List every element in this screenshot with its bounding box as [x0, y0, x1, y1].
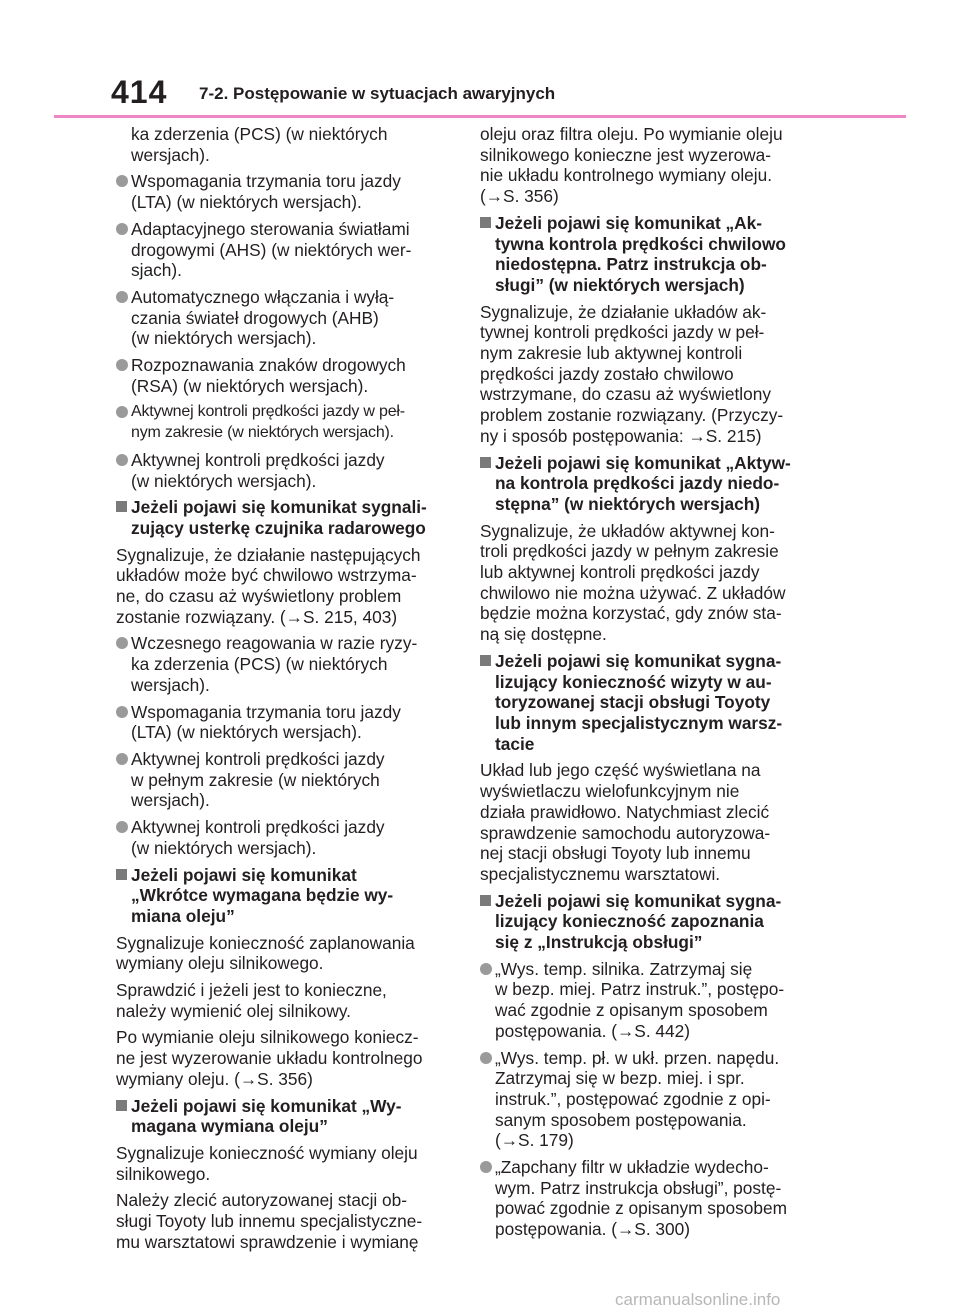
bullet-dot-icon	[116, 175, 128, 187]
paragraph	[116, 545, 456, 628]
text-line: Wczesnego reagowania w razie ryzy-	[131, 633, 418, 654]
text-line: mu warsztatowi sprawdzenie i wymianę	[116, 1231, 419, 1252]
watermark: carmanualsonline.info	[615, 1290, 781, 1309]
text-line: wstrzymane, do czasu aż wyświetlony	[480, 384, 772, 405]
text-line: postępowania. (→S. 300)	[495, 1219, 691, 1240]
text-line: ka zderzenia (PCS) (w niektórych	[131, 124, 388, 144]
text-line: (→S. 356)	[480, 186, 559, 207]
text-line: Sprawdzić i jeżeli jest to konieczne,	[116, 980, 387, 1001]
bullet-dot-icon	[480, 1161, 492, 1173]
section-heading	[480, 891, 820, 953]
bullet-dot-icon	[116, 637, 128, 649]
text-line: sanym sposobem postępowania.	[495, 1109, 747, 1130]
square-bullet-icon	[480, 457, 491, 468]
bullet-dot-icon	[116, 406, 128, 418]
square-bullet-icon	[480, 895, 491, 906]
section-heading	[116, 497, 456, 538]
text-line: (LTA) (w niektórych wersjach).	[131, 192, 362, 213]
text-line: układów może być chwilowo wstrzyma-	[116, 565, 417, 586]
bullet-dot-icon	[116, 753, 128, 765]
text-line: będzie można korzystać, gdy znów sta-	[480, 603, 782, 624]
bullet-dot-icon	[116, 359, 128, 371]
text-line: specjalistycznemu warsztatowi.	[480, 863, 721, 884]
bullet-item	[480, 1157, 820, 1240]
square-bullet-icon	[116, 869, 127, 880]
text-line: sjach).	[131, 260, 182, 281]
text-line: chwilowo nie można używać. Z układów	[480, 582, 786, 603]
text-line: wersjach).	[131, 674, 210, 695]
header-divider	[54, 115, 906, 118]
text-line: silnikowego.	[116, 1163, 211, 1184]
bullet-item	[116, 402, 456, 443]
paragraph	[480, 521, 820, 645]
bullet-item	[116, 355, 456, 396]
text-line: wymiany oleju. (→S. 356)	[116, 1068, 313, 1089]
paragraph	[480, 302, 820, 447]
section-heading	[480, 213, 820, 296]
text-line: nej stacji obsługi Toyoty lub innemu	[480, 843, 751, 864]
text-line: magana wymiana oleju”	[131, 1116, 328, 1137]
text-line: lub innym specjalistycznym warsz-	[495, 712, 783, 733]
text-line: instruk.”, postępować zgodnie z opi-	[495, 1088, 771, 1109]
text-line: Wspomagania trzymania toru jazdy	[131, 701, 401, 722]
text-line: Aktywnej kontroli prędkości jazdy	[131, 817, 385, 838]
paragraph	[480, 760, 820, 884]
square-bullet-icon	[480, 217, 491, 228]
text-line: wym. Patrz instrukcja obsługi”, postę-	[495, 1177, 782, 1198]
section-heading	[116, 1096, 456, 1137]
section-heading	[480, 453, 820, 515]
text-line: Adaptacyjnego sterowania światłami	[131, 218, 410, 239]
text-line: Rozpoznawania znaków drogowych	[131, 355, 406, 376]
text-line: oleju oraz filtra oleju. Po wymianie oleju	[480, 124, 783, 144]
text-line: (RSA) (w niektórych wersjach).	[131, 375, 369, 396]
text-line: wać zgodnie z opisanym sposobem	[495, 1000, 768, 1021]
text-line: postępowania. (→S. 442)	[495, 1020, 691, 1041]
text-line: (→S. 179)	[495, 1130, 574, 1151]
bullet-item	[116, 749, 456, 811]
text-line: ka zderzenia (PCS) (w niektórych	[131, 654, 388, 675]
text-line: tacie	[495, 733, 535, 754]
bullet-item	[116, 702, 456, 743]
text-line: miana oleju”	[131, 905, 235, 926]
text-line: lub aktywnej kontroli prędkości jazdy	[480, 562, 760, 583]
left-column	[116, 124, 456, 1258]
page-number: 414	[111, 74, 168, 110]
text-line: ne, do czasu aż wyświetlony problem	[116, 586, 402, 607]
bullet-item	[116, 817, 456, 858]
square-bullet-icon	[480, 655, 491, 666]
bullet-dot-icon	[116, 223, 128, 235]
text-line: w bezp. miej. Patrz instruk.”, postępo-	[495, 979, 785, 1000]
text-line: drogowymi (AHS) (w niektórych wer-	[131, 239, 412, 260]
text-line: Sygnalizuje konieczność wymiany oleju	[116, 1142, 418, 1163]
paragraph	[116, 1027, 456, 1089]
text-line: (w niektórych wersjach).	[131, 470, 317, 491]
text-line: Jeżeli pojawi się komunikat	[131, 864, 357, 885]
text-line: zostanie rozwiązany. (→S. 215, 403)	[116, 606, 398, 627]
text-line: Aktywnej kontroli prędkości jazdy	[131, 748, 385, 769]
text-line: czania świateł drogowych (AHB)	[131, 307, 379, 328]
bullet-dot-icon	[116, 821, 128, 833]
text-line: Układ lub jego część wyświetlana na	[480, 760, 761, 781]
bullet-item	[480, 1048, 820, 1152]
text-line: Jeżeli pojawi się komunikat „Wy-	[131, 1095, 402, 1116]
text-line: Jeżeli pojawi się komunikat sygna-	[495, 890, 782, 911]
bullet-dot-icon	[480, 1052, 492, 1064]
paragraph	[116, 1190, 456, 1252]
text-line: wersjach).	[131, 144, 210, 165]
text-line: ny i sposób postępowania: →S. 215)	[480, 425, 762, 446]
text-line: ną się dostępne.	[480, 624, 607, 645]
text-line: silnikowego konieczne jest wyzerowa-	[480, 144, 772, 165]
text-line: troli prędkości jazdy w pełnym zakresie	[480, 541, 779, 562]
text-line: Jeżeli pojawi się komunikat „Ak-	[495, 212, 762, 233]
bullet-continuation	[116, 124, 456, 165]
text-line: lizujący konieczność wizyty w au-	[495, 671, 772, 692]
bullet-dot-icon	[480, 963, 492, 975]
bullet-item	[116, 450, 456, 491]
text-line: „Wys. temp. silnika. Zatrzymaj się	[495, 958, 753, 979]
text-line: problem zostanie rozwiązany. (Przyczy-	[480, 405, 784, 426]
text-line: sprawdzenie samochodu autoryzowa-	[480, 822, 771, 843]
text-line: wymiany oleju silnikowego.	[116, 953, 324, 974]
text-line: Po wymianie oleju silnikowego koniecz-	[116, 1027, 419, 1048]
section-heading	[116, 865, 456, 927]
text-line: Zatrzymaj się w bezp. miej. i spr.	[495, 1068, 745, 1089]
text-line: nym zakresie lub aktywnej kontroli	[480, 343, 743, 364]
text-line: „Wkrótce wymagana będzie wy-	[131, 885, 394, 906]
text-line: się z „Instrukcją obsługi”	[495, 932, 703, 953]
text-line: ne jest wyzerowanie układu kontrolnego	[116, 1048, 423, 1069]
bullet-item	[116, 287, 456, 349]
section-heading	[480, 651, 820, 755]
bullet-dot-icon	[116, 706, 128, 718]
text-line: Aktywnej kontroli prędkości jazdy w peł-	[131, 403, 405, 421]
text-line: niedostępna. Patrz instrukcja ob-	[495, 254, 767, 275]
paragraph	[116, 980, 456, 1021]
paragraph	[480, 124, 820, 207]
text-line: Aktywnej kontroli prędkości jazdy	[131, 449, 385, 470]
text-line: działa prawidłowo. Natychmiast zlecić	[480, 801, 770, 822]
text-line: (w niektórych wersjach).	[131, 837, 317, 858]
bullet-dot-icon	[116, 454, 128, 466]
text-line: nie układu kontrolnego wymiany oleju.	[480, 165, 773, 186]
bullet-item	[116, 171, 456, 212]
text-line: tywna kontrola prędkości chwilowo	[495, 233, 786, 254]
text-line: (w niektórych wersjach).	[131, 328, 317, 349]
text-line: na kontrola prędkości jazdy niedo-	[495, 473, 780, 494]
text-line: nym zakresie (w niektórych wersjach).	[131, 424, 394, 442]
text-line: Jeżeli pojawi się komunikat sygna-	[495, 650, 782, 671]
text-line: lizujący konieczność zapoznania	[495, 911, 764, 932]
text-line: Wspomagania trzymania toru jazdy	[131, 171, 401, 192]
text-line: Sygnalizuje, że działanie układów ak-	[480, 301, 767, 322]
paragraph	[116, 933, 456, 974]
text-line: Sygnalizuje, że działanie następujących	[116, 544, 421, 565]
text-line: sługi” (w niektórych wersjach)	[495, 274, 745, 295]
bullet-item	[116, 633, 456, 695]
text-line: sługi Toyoty lub innemu specjalistyczne-	[116, 1211, 423, 1232]
text-line: (LTA) (w niektórych wersjach).	[131, 722, 362, 743]
section-title: 7-2. Postępowanie w sytuacjach awaryjnych	[199, 84, 556, 103]
text-line: tywnej kontroli prędkości jazdy w peł-	[480, 322, 765, 343]
text-line: stępna” (w niektórych wersjach)	[495, 493, 761, 514]
text-line: wersjach).	[131, 790, 210, 811]
text-line: Sygnalizuje konieczność zaplanowania	[116, 932, 415, 953]
text-line: Jeżeli pojawi się komunikat „Aktyw-	[495, 452, 791, 473]
text-line: Należy zlecić autoryzowanej stacji ob-	[116, 1190, 408, 1211]
paragraph	[116, 1143, 456, 1184]
text-line: w pełnym zakresie (w niektórych	[131, 769, 380, 790]
text-line: zujący usterkę czujnika radarowego	[131, 517, 426, 538]
text-line: należy wymienić olej silnikowy.	[116, 1000, 351, 1021]
text-line: Jeżeli pojawi się komunikat sygnali-	[131, 497, 427, 518]
text-line: prędkości jazdy zostało chwilowo	[480, 363, 734, 384]
text-line: Automatycznego włączania i wyłą-	[131, 286, 395, 307]
text-line: Sygnalizuje, że układów aktywnej kon-	[480, 520, 775, 541]
text-line: wyświetlaczu wielofunkcyjnym nie	[480, 781, 740, 802]
right-column	[480, 124, 820, 1246]
bullet-dot-icon	[116, 291, 128, 303]
text-line: „Zapchany filtr w układzie wydecho-	[495, 1157, 769, 1178]
bullet-item	[116, 219, 456, 281]
square-bullet-icon	[116, 1100, 127, 1111]
text-line: „Wys. temp. pł. w ukł. przen. napędu.	[495, 1047, 780, 1068]
text-line: toryzowanej stacji obsługi Toyoty	[495, 692, 771, 713]
bullet-item	[480, 959, 820, 1042]
square-bullet-icon	[116, 501, 127, 512]
text-line: pować zgodnie z opisanym sposobem	[495, 1198, 788, 1219]
